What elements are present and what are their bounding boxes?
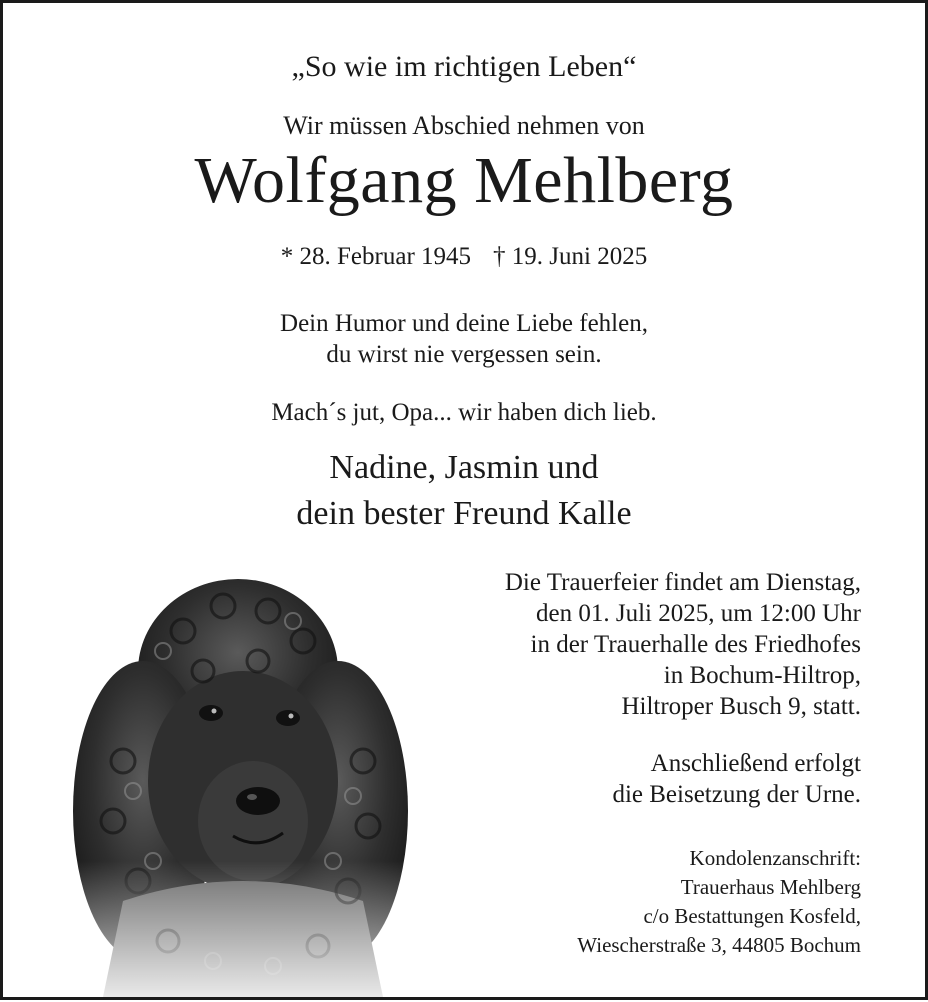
death-date: † 19. Juni 2025 — [493, 243, 648, 270]
address-line: c/o Bestattungen Kosfeld, — [643, 904, 861, 928]
deceased-name: Wolfgang Mehlberg — [194, 144, 734, 217]
burial-line: Anschließend erfolgt — [650, 750, 861, 777]
service-line: in der Trauerhalle des Friedhofes — [530, 631, 861, 658]
motto: „So wie im richtigen Leben“ — [291, 50, 637, 83]
poodle-illustration — [63, 561, 423, 997]
mourners-line: dein bester Freund Kalle — [296, 495, 632, 532]
service-line: den 01. Juli 2025, um 12:00 Uhr — [536, 600, 861, 627]
farewell-text: Mach´s jut, Opa... wir haben dich lieb. — [271, 399, 657, 426]
condolence-address — [577, 844, 861, 960]
verse-line: Dein Humor und deine Liebe fehlen, — [280, 310, 648, 337]
mourners — [3, 445, 925, 537]
birth-date: * 28. Februar 1945 — [280, 243, 472, 270]
verse — [3, 308, 925, 370]
service-line: Hiltroper Busch 9, statt. — [621, 693, 861, 720]
burial-info — [612, 748, 861, 810]
address-line: Wiescherstraße 3, 44805 Bochum — [577, 933, 861, 957]
service-line: in Bochum-Hiltrop, — [663, 662, 861, 689]
life-dates — [3, 243, 925, 271]
verse-line: du wirst nie vergessen sein. — [326, 341, 602, 368]
intro-text: Wir müssen Abschied nehmen von — [283, 111, 645, 140]
service-info — [505, 567, 861, 722]
mourners-line: Nadine, Jasmin und — [329, 449, 599, 486]
address-line: Kondolenzanschrift: — [689, 846, 861, 870]
burial-line: die Beisetzung der Urne. — [612, 781, 861, 808]
service-line: Die Trauerfeier findet am Dienstag, — [504, 569, 861, 596]
address-line: Trauerhaus Mehlberg — [680, 875, 861, 899]
